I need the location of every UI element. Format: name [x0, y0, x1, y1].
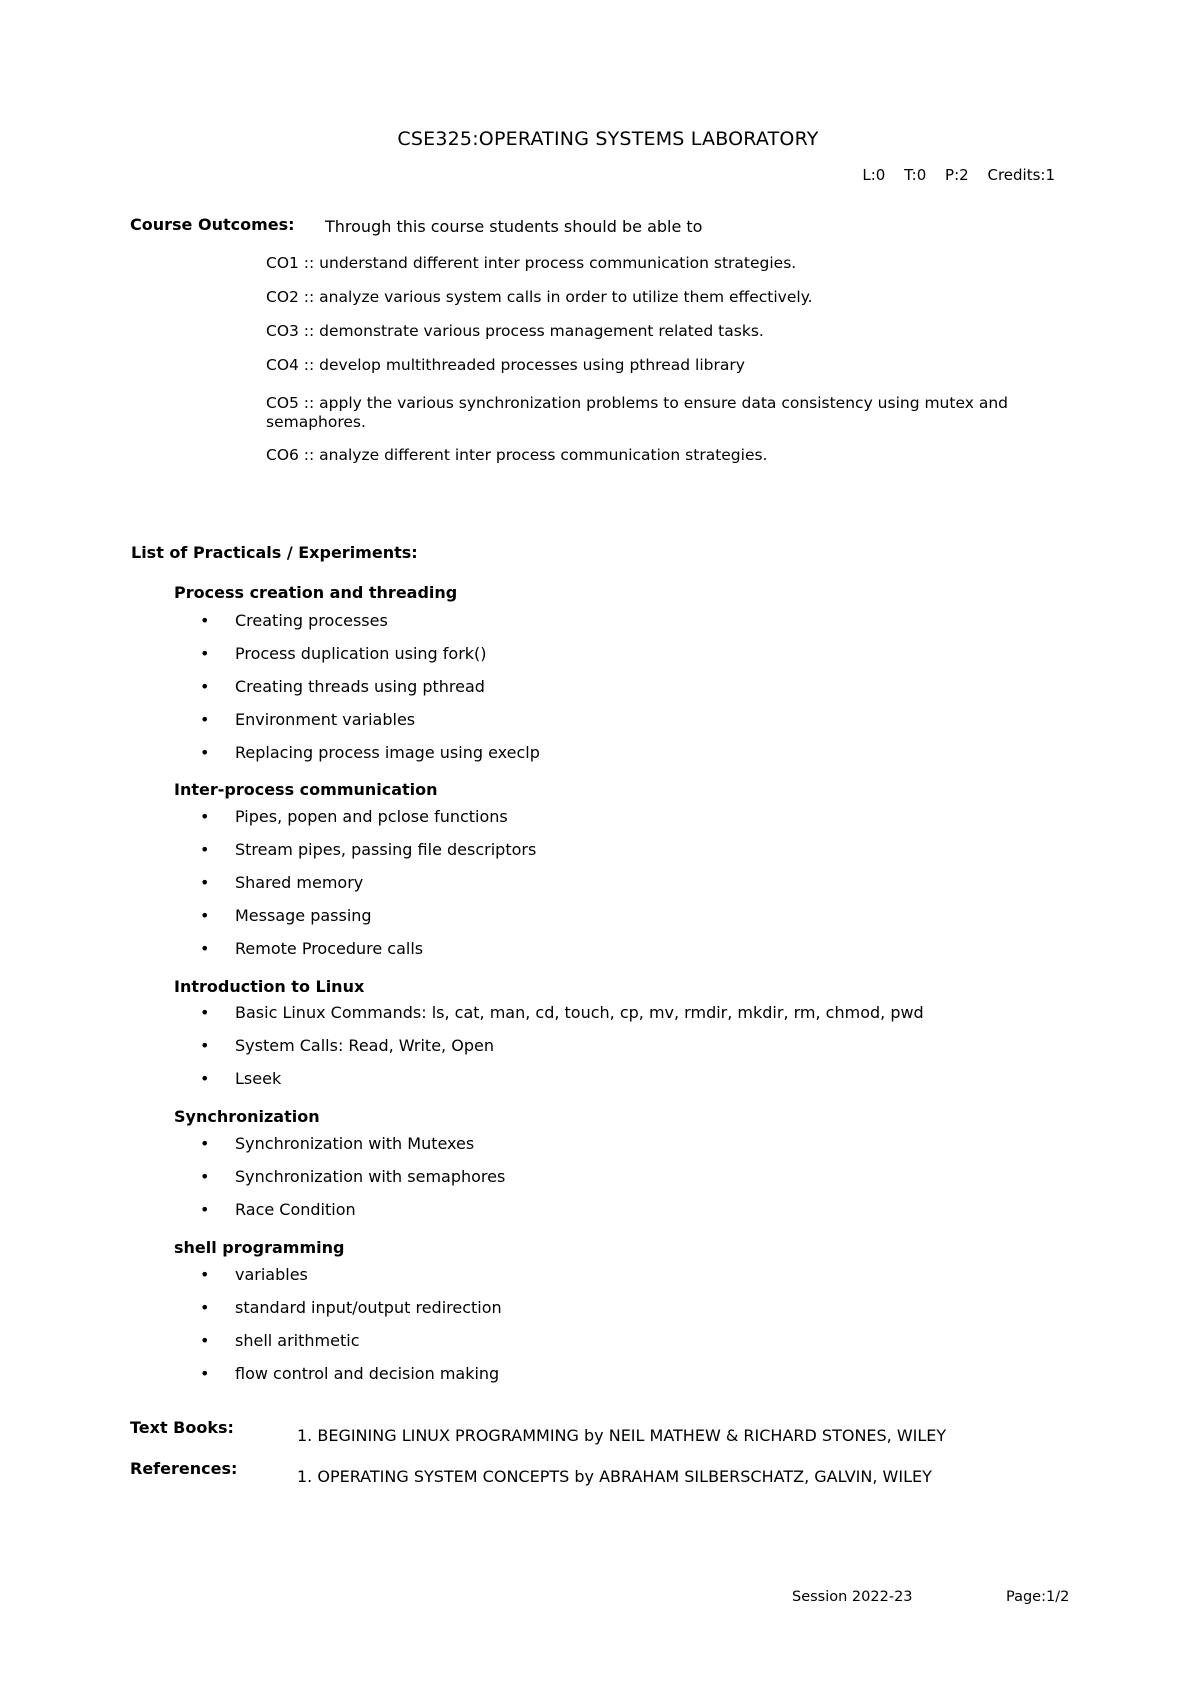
list-item: • shell arithmetic — [200, 1331, 360, 1350]
bullet-icon: • — [200, 644, 210, 663]
section-heading: Process creation and threading — [174, 583, 458, 602]
section-heading: Inter-process communication — [174, 780, 438, 799]
course-outcomes-intro: Through this course students should be able to — [325, 217, 703, 236]
course-outcome-item: CO6 :: analyze different inter process communication strategies. — [266, 446, 768, 464]
bullet-icon: • — [200, 840, 210, 859]
bullet-icon: • — [200, 873, 210, 892]
bullet-icon: • — [200, 677, 210, 696]
bullet-icon: • — [200, 743, 210, 762]
reference-item: 1. OPERATING SYSTEM CONCEPTS by ABRAHAM SILBERSCHATZ, GALVIN, WILEY — [297, 1467, 932, 1486]
bullet-icon: • — [200, 1265, 210, 1284]
practicals-heading: List of Practicals / Experiments: — [131, 543, 418, 562]
list-item: • Race Condition — [200, 1200, 356, 1219]
bullet-icon: • — [200, 611, 210, 630]
references-label: References: — [130, 1459, 238, 1478]
bullet-icon: • — [200, 906, 210, 925]
bullet-icon: • — [200, 1364, 210, 1383]
list-item: • Message passing — [200, 906, 372, 925]
course-outcome-item: CO2 :: analyze various system calls in order to utilize them effectively. — [266, 288, 813, 306]
course-outcomes-label: Course Outcomes: — [130, 215, 295, 234]
list-item: • Pipes, popen and pclose functions — [200, 807, 508, 826]
text-books-label: Text Books: — [130, 1418, 234, 1437]
section-heading: Synchronization — [174, 1107, 320, 1126]
list-item: • Lseek — [200, 1069, 282, 1088]
list-item: • Remote Procedure calls — [200, 939, 424, 958]
course-outcome-item: CO5 :: apply the various synchronization problems to ensure data consistency using mutex and semaphores. — [266, 394, 1008, 431]
bullet-icon: • — [200, 1069, 210, 1088]
page-title: CSE325:OPERATING SYSTEMS LABORATORY — [397, 128, 819, 150]
session-footer: Session 2022-23 — [792, 1589, 913, 1605]
bullet-icon: • — [200, 710, 210, 729]
list-item: • Stream pipes, passing file descriptors — [200, 840, 537, 859]
list-item: • Synchronization with semaphores — [200, 1167, 506, 1186]
bullet-icon: • — [200, 1167, 210, 1186]
list-item: • Process duplication using fork() — [200, 644, 487, 663]
list-item: • Basic Linux Commands: ls, cat, man, cd, touch, cp, mv, rmdir, mkdir, rm, chmod, pwd — [200, 1003, 924, 1022]
section-heading: Introduction to Linux — [174, 977, 365, 996]
list-item: • Environment variables — [200, 710, 416, 729]
course-outcome-item: CO3 :: demonstrate various process management related tasks. — [266, 322, 764, 340]
course-outcome-item: CO1 :: understand different inter process communication strategies. — [266, 254, 797, 272]
list-item: • Replacing process image using execlp — [200, 743, 540, 762]
bullet-icon: • — [200, 939, 210, 958]
bullet-icon: • — [200, 1331, 210, 1350]
text-book-item: 1. BEGINING LINUX PROGRAMMING by NEIL MATHEW & RICHARD STONES, WILEY — [297, 1426, 947, 1445]
list-item: • variables — [200, 1265, 308, 1284]
bullet-icon: • — [200, 1003, 210, 1022]
credits: Credits:1 — [987, 166, 1055, 184]
bullet-icon: • — [200, 807, 210, 826]
section-heading: shell programming — [174, 1238, 345, 1257]
list-item: • Shared memory — [200, 873, 364, 892]
bullet-icon: • — [200, 1134, 210, 1153]
list-item: • Synchronization with Mutexes — [200, 1134, 475, 1153]
tutorial-hours: T:0 — [904, 166, 927, 184]
list-item: • System Calls: Read, Write, Open — [200, 1036, 494, 1055]
bullet-icon: • — [200, 1036, 210, 1055]
page-number: Page:1/2 — [1006, 1589, 1070, 1605]
ltp-credits — [862, 166, 1055, 184]
lecture-hours: L:0 — [862, 166, 886, 184]
list-item: • standard input/output redirection — [200, 1298, 502, 1317]
bullet-icon: • — [200, 1298, 210, 1317]
course-outcome-item: CO4 :: develop multithreaded processes using pthread library — [266, 356, 745, 374]
practical-hours: P:2 — [945, 166, 969, 184]
list-item: • Creating threads using pthread — [200, 677, 485, 696]
list-item: • Creating processes — [200, 611, 388, 630]
bullet-icon: • — [200, 1200, 210, 1219]
list-item: • flow control and decision making — [200, 1364, 500, 1383]
